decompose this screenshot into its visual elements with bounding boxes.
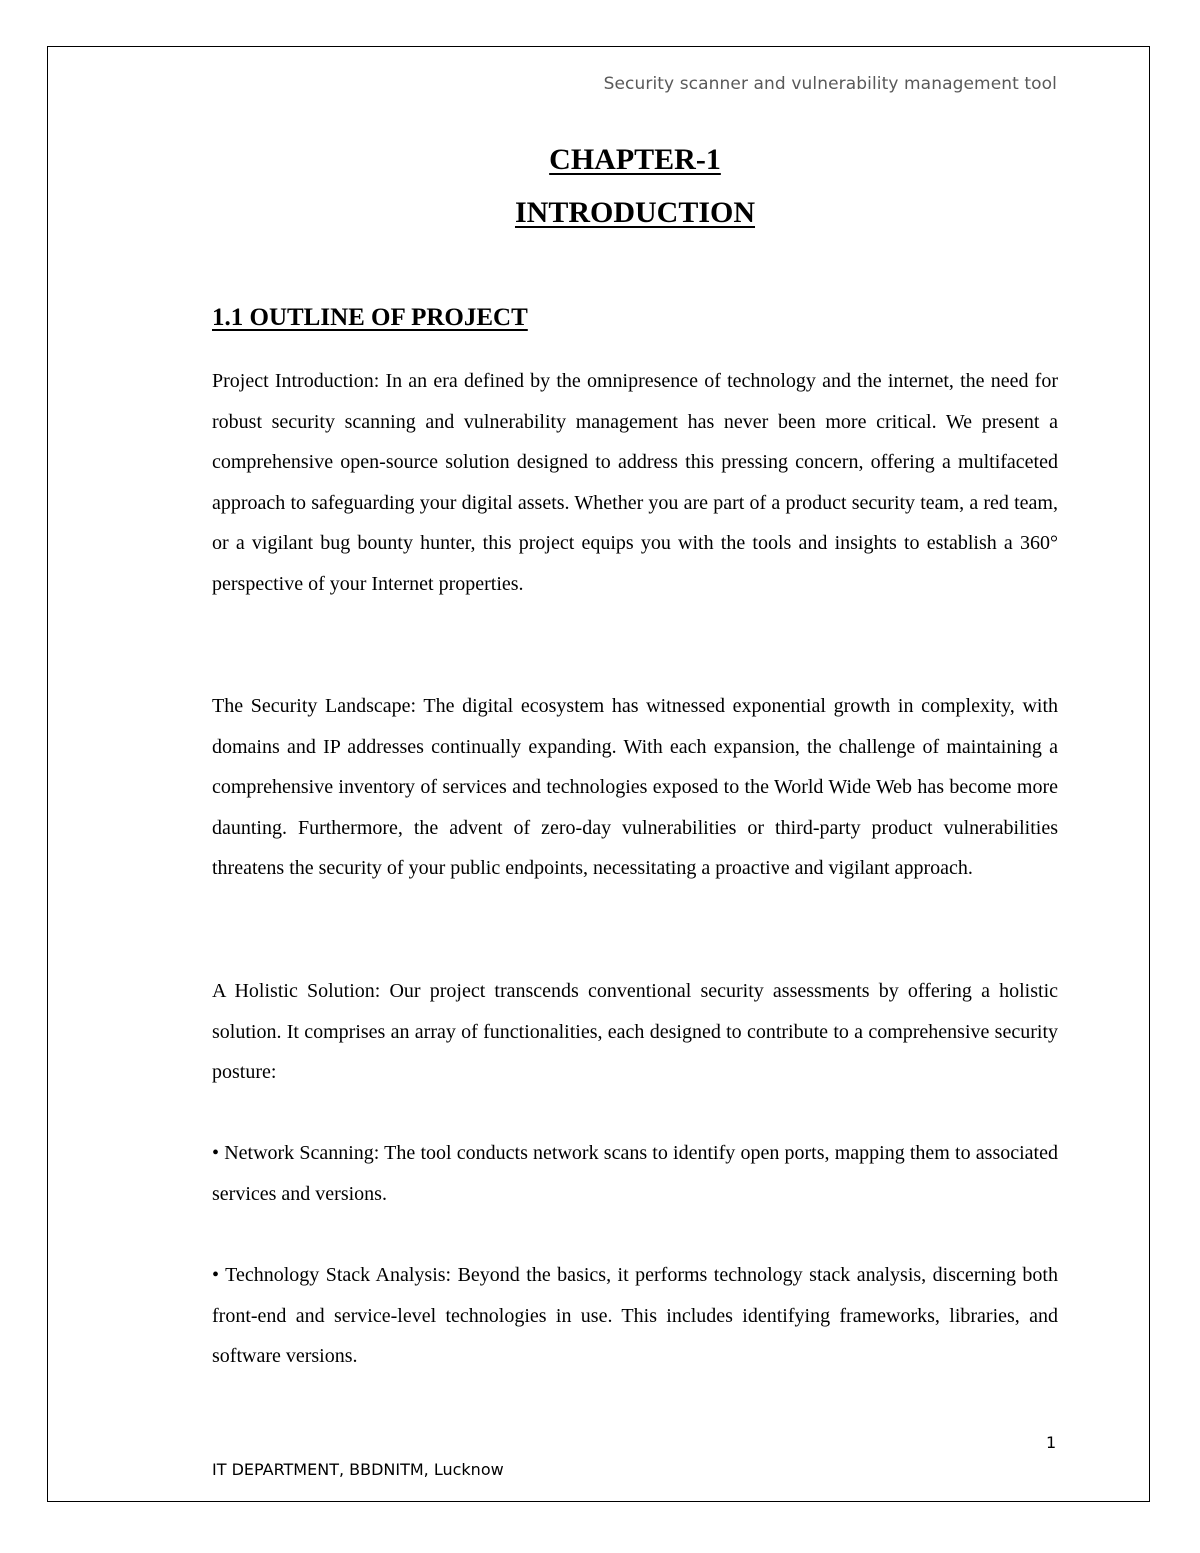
running-header: Security scanner and vulnerability management tool [603,74,1057,94]
page-number: 1 [1046,1433,1057,1452]
chapter-number: CHAPTER-1 [549,143,721,176]
chapter-title: INTRODUCTION [514,196,756,229]
paragraph-holistic-solution: A Holistic Solution: Our project transcends conventional security assessments by offering a holistic solution. It comprises an array of functionalities, each designed to contribute to a comprehensive security posture: [212,980,1058,1083]
bullet-network-scanning: • Network Scanning: The tool conducts network scans to identify open ports, mapping them to associated services and versions. [212,1142,1058,1205]
paragraph-security-landscape: The Security Landscape: The digital ecosystem has witnessed exponential growth in complexity, with domains and IP addresses continually expanding. With each expansion, the challenge of maintaining a comprehensive inventory of services and technologies exposed to the World Wide Web has become more daunting. Furthermore, the advent of zero-day vulnerabilities or third-party product vulnerabilities threatens the security of your public endpoints, necessitating a proactive and vigilant approach. [212,695,1058,879]
bullet-technology-stack-analysis: • Technology Stack Analysis: Beyond the basics, it performs technology stack analysis, discerning both front-end and service-level technologies in use. This includes identifying frameworks, libraries, and software versions. [212,1264,1058,1367]
section-heading: 1.1 OUTLINE OF PROJECT [212,304,528,331]
footer-department: IT DEPARTMENT, BBDNITM, Lucknow [212,1460,504,1479]
paragraph-project-introduction: Project Introduction: In an era defined by the omnipresence of technology and the internet, the need for robust security scanning and vulnerability management has never been more critical. We present a comprehensive open-source solution designed to address this pressing concern, offering a multifaceted approach to safeguarding your digital assets. Whether you are part of a product security team, a red team, or a vigilant bug bounty hunter, this project equips you with the tools and insights to establish a 360° perspective of your Internet properties. [212,370,1058,595]
